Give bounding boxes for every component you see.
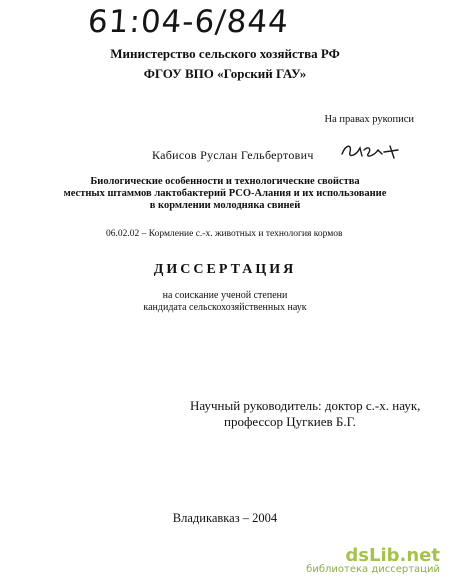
degree-statement	[0, 290, 450, 314]
title-line: в кормлении молодняка свиней	[149, 200, 301, 211]
specialty-code: 06.02.02 – Кормление с.-х. животных и технология кормов	[106, 229, 343, 239]
supervisor-line: Научный руководитель: доктор с.-х. наук,	[190, 398, 421, 413]
institution-name: ФГОУ ВПО «Горский ГАУ»	[143, 66, 307, 81]
dslib-watermark	[306, 545, 440, 575]
scientific-supervisor	[190, 398, 430, 430]
city-year: Владикавказ – 2004	[172, 511, 278, 525]
title-line: Биологические особенности и технологические свойства	[90, 176, 360, 187]
dissertation-title	[0, 176, 450, 212]
degree-line: на соискание ученой степени	[162, 290, 288, 301]
archive-number-handwritten: 61:04-6/844	[86, 4, 291, 40]
degree-line: кандидата сельскохозяйственных наук	[143, 302, 307, 313]
manuscript-rights-note: На правах рукописи	[324, 114, 414, 125]
document-type-heading: ДИССЕРТАЦИЯ	[153, 262, 297, 277]
title-line: местных штаммов лактобактерий РСО-Алания и их использование	[63, 188, 387, 199]
watermark-caption: библиотека диссертаций	[306, 564, 440, 575]
watermark-logo: dsLib.net	[345, 545, 440, 566]
author-signature	[338, 140, 408, 162]
ministry-name: Министерство сельского хозяйства РФ	[110, 46, 340, 61]
author-name: Кабисов Руслан Гельбертович	[152, 148, 314, 162]
supervisor-line: профессор Цугкиев Б.Г.	[224, 414, 356, 429]
